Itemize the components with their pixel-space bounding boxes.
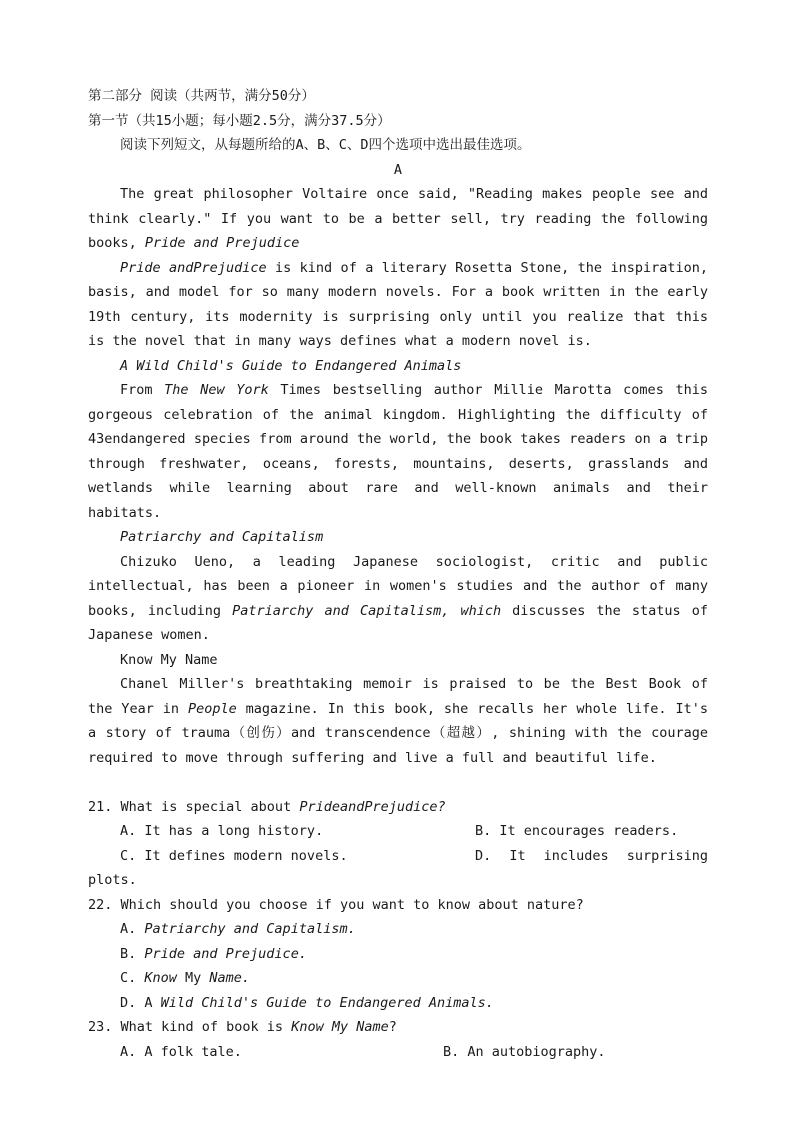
q23-options-row1 (88, 1040, 708, 1065)
book3-heading: Patriarchy and Capitalism (120, 529, 324, 545)
book2-heading: A Wild Child's Guide to Endangered Animals (120, 357, 462, 374)
q21-options-row1 (88, 819, 708, 844)
book4-heading: Know My Name (120, 651, 218, 668)
q23-option-a[interactable]: A. A folk tale. (120, 1043, 242, 1060)
instruction: 阅读下列短文，从每题所给的A、B、C、D四个选项中选出最佳选项。 (120, 137, 531, 153)
book1-paragraph: Pride andPrejudice is kind of a literary Rosetta Stone, the inspiration, basis, and model for so many modern novels. For a book written in the early 19th century, its modernity is surprising only until you realize that this is the novel that in many ways defines what a modern novel is. (88, 259, 708, 349)
q21-option-b[interactable]: B. It encourages readers. (475, 823, 679, 839)
q23-option-b[interactable]: B. An autobiography. (443, 1043, 606, 1060)
book3-paragraph: Chizuko Ueno, a leading Japanese sociologist, critic and public intellectual, has been a pioneer in women's studies and the author of many books, including Patriarchy and Capitalism, which discusses the status of Japanese women. (88, 553, 709, 643)
book1-title: Pride andPrejudice (120, 259, 267, 276)
exam-page (88, 84, 708, 1064)
q22-option-a[interactable]: A. Patriarchy and Capitalism. (120, 921, 356, 937)
q22-option-b[interactable]: B. Pride and Prejudice. (120, 945, 307, 962)
q21-option-d[interactable]: D. It includes surprising (475, 847, 708, 864)
q23-title: Know My Name (291, 1019, 389, 1035)
section-heading: 第二部分 阅读（共两节，满分50分） (88, 88, 315, 104)
book2-source: The New York (164, 382, 269, 398)
q21-options-row2 (88, 844, 708, 869)
question-21: 21. What is special about PrideandPrejudice? (88, 798, 446, 815)
part-heading: 第一节（共15小题；每小题2.5分，满分37.5分） (88, 112, 391, 129)
book4-magazine: People (187, 700, 237, 717)
q22-option-d[interactable]: D. A Wild Child's Guide to Endangered Animals. (120, 994, 494, 1011)
intro-paragraph: The great philosopher Voltaire once said, "Reading makes people see and think clearly." If you want to be a better sell, try reading the following books, Pride and Prejudice (88, 186, 708, 251)
spacer (88, 770, 708, 795)
question-23: 23. What kind of book is Know My Name? (88, 1019, 397, 1035)
q22-option-c[interactable]: C. Know My Name. (120, 970, 251, 986)
q21-option-d-continued: plots. (88, 872, 137, 888)
book2-paragraph: From The New York Times bestselling author Millie Marotta comes this gorgeous celebration of the animal kingdom. Highlighting the difficulty of 43endangered species from around the world, the book takes readers on a trip through freshwater, oceans, forests, mountains, deserts, grasslands and wetlands while learning about rare and well-known animals and their habitats. (88, 382, 708, 521)
q21-option-c[interactable]: C. It defines modern novels. (120, 847, 348, 864)
q21-option-a[interactable]: A. It has a long history. (120, 823, 324, 839)
book3-title: Patriarchy and Capitalism, which (232, 602, 502, 619)
intro-book-title: Pride and Prejudice (144, 235, 300, 251)
passage-letter: A (393, 161, 403, 178)
question-22: 22. Which should you choose if you want to know about nature? (88, 896, 584, 913)
book4-paragraph: Chanel Miller's breathtaking memoir is praised to be the Best Book of the Year in People magazine. In this book, she recalls her whole life. It's a story of trauma（创伤）and transcendence（超越）, shining with the courage required to move through suffering and live a full and beautiful life. (88, 676, 708, 766)
q21-title: PrideandPrejudice? (299, 798, 446, 815)
